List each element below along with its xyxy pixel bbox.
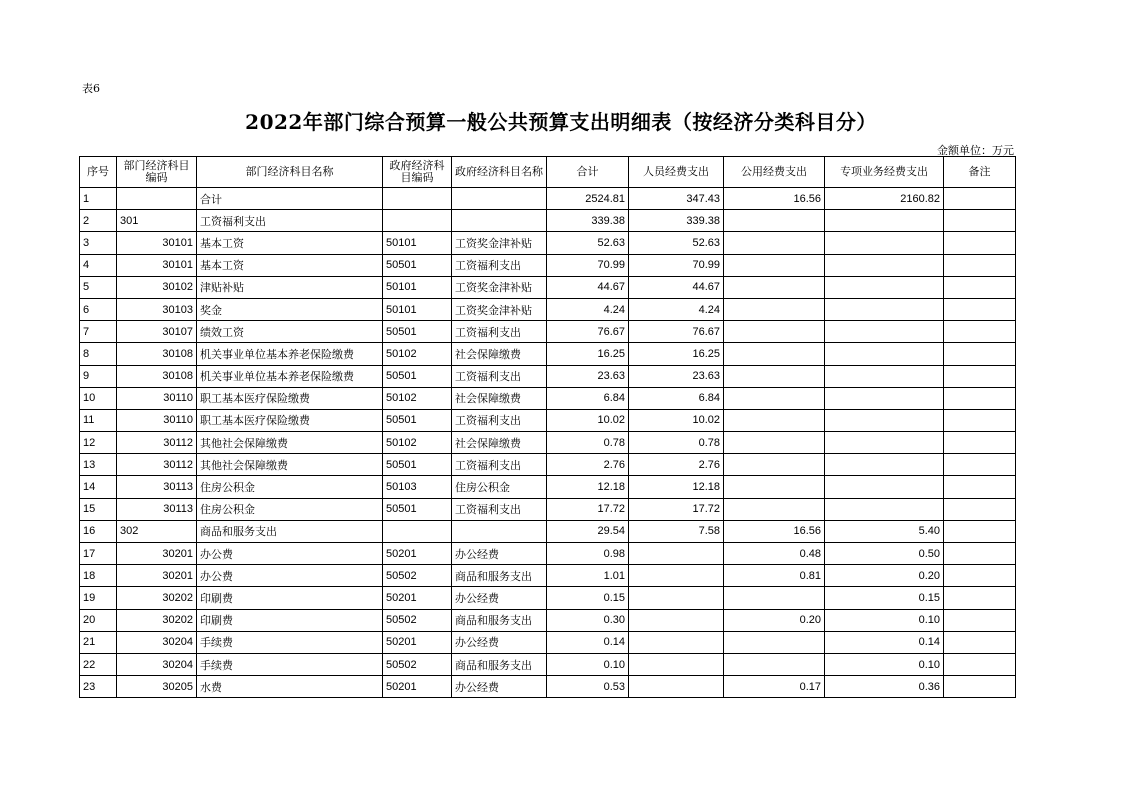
cell-personnel: 2.76 bbox=[629, 454, 724, 476]
cell-special: 0.10 bbox=[825, 653, 944, 675]
cell-public bbox=[724, 631, 825, 653]
cell-note bbox=[944, 276, 1016, 298]
cell-dept-code: 301 bbox=[117, 210, 197, 232]
cell-gov-code: 50501 bbox=[383, 409, 452, 431]
cell-dept-name: 机关事业单位基本养老保险缴费 bbox=[197, 343, 383, 365]
cell-dept-code: 30110 bbox=[117, 387, 197, 409]
cell-gov-name: 工资福利支出 bbox=[452, 365, 547, 387]
cell-gov-name: 商品和服务支出 bbox=[452, 609, 547, 631]
cell-public bbox=[724, 454, 825, 476]
cell-dept-code: 30113 bbox=[117, 498, 197, 520]
cell-gov-code: 50103 bbox=[383, 476, 452, 498]
cell-special bbox=[825, 432, 944, 454]
table-row bbox=[80, 609, 1016, 631]
cell-public bbox=[724, 365, 825, 387]
cell-dept-name: 手续费 bbox=[197, 631, 383, 653]
cell-gov-code: 50501 bbox=[383, 321, 452, 343]
cell-gov-code: 50501 bbox=[383, 454, 452, 476]
table-row bbox=[80, 365, 1016, 387]
cell-personnel bbox=[629, 543, 724, 565]
cell-public bbox=[724, 432, 825, 454]
cell-personnel bbox=[629, 676, 724, 698]
cell-index: 21 bbox=[80, 631, 117, 653]
cell-index: 23 bbox=[80, 676, 117, 698]
cell-note bbox=[944, 298, 1016, 320]
cell-total: 4.24 bbox=[547, 298, 629, 320]
table-row bbox=[80, 631, 1016, 653]
cell-gov-name: 办公经费 bbox=[452, 676, 547, 698]
cell-special: 0.50 bbox=[825, 543, 944, 565]
cell-special bbox=[825, 476, 944, 498]
cell-index: 11 bbox=[80, 409, 117, 431]
header-gov-name: 政府经济科目名称 bbox=[452, 157, 547, 188]
cell-special: 0.15 bbox=[825, 587, 944, 609]
cell-gov-name bbox=[452, 210, 547, 232]
cell-public bbox=[724, 587, 825, 609]
cell-personnel: 16.25 bbox=[629, 343, 724, 365]
header-note: 备注 bbox=[944, 157, 1016, 188]
table-row bbox=[80, 498, 1016, 520]
cell-gov-code: 50201 bbox=[383, 543, 452, 565]
table-row bbox=[80, 254, 1016, 276]
cell-gov-code: 50102 bbox=[383, 343, 452, 365]
cell-index: 15 bbox=[80, 498, 117, 520]
cell-total: 12.18 bbox=[547, 476, 629, 498]
cell-special: 2160.82 bbox=[825, 188, 944, 210]
cell-index: 4 bbox=[80, 254, 117, 276]
cell-public bbox=[724, 276, 825, 298]
cell-index: 17 bbox=[80, 543, 117, 565]
unit-note: 金额单位：万元 bbox=[937, 144, 1014, 157]
cell-personnel: 52.63 bbox=[629, 232, 724, 254]
cell-special: 5.40 bbox=[825, 520, 944, 542]
cell-personnel: 4.24 bbox=[629, 298, 724, 320]
cell-index: 2 bbox=[80, 210, 117, 232]
table-row bbox=[80, 276, 1016, 298]
header-dept-name: 部门经济科目名称 bbox=[197, 157, 383, 188]
cell-total: 0.30 bbox=[547, 609, 629, 631]
cell-gov-code: 50101 bbox=[383, 276, 452, 298]
cell-index: 9 bbox=[80, 365, 117, 387]
cell-special bbox=[825, 409, 944, 431]
cell-personnel: 10.02 bbox=[629, 409, 724, 431]
cell-gov-name: 工资福利支出 bbox=[452, 498, 547, 520]
cell-special bbox=[825, 232, 944, 254]
cell-total: 0.53 bbox=[547, 676, 629, 698]
table-row bbox=[80, 543, 1016, 565]
cell-total: 6.84 bbox=[547, 387, 629, 409]
cell-special bbox=[825, 365, 944, 387]
cell-personnel: 12.18 bbox=[629, 476, 724, 498]
cell-gov-code: 50101 bbox=[383, 232, 452, 254]
cell-public bbox=[724, 409, 825, 431]
page-title: 2022年部门综合预算一般公共预算支出明细表（按经济分类科目分） bbox=[245, 110, 877, 134]
table-row bbox=[80, 432, 1016, 454]
cell-note bbox=[944, 365, 1016, 387]
cell-total: 76.67 bbox=[547, 321, 629, 343]
cell-index: 10 bbox=[80, 387, 117, 409]
cell-dept-name: 基本工资 bbox=[197, 232, 383, 254]
cell-dept-name: 工资福利支出 bbox=[197, 210, 383, 232]
table-row bbox=[80, 188, 1016, 210]
cell-index: 14 bbox=[80, 476, 117, 498]
cell-gov-name: 社会保障缴费 bbox=[452, 432, 547, 454]
cell-special: 0.36 bbox=[825, 676, 944, 698]
cell-personnel: 347.43 bbox=[629, 188, 724, 210]
cell-gov-code: 50201 bbox=[383, 631, 452, 653]
cell-public bbox=[724, 653, 825, 675]
cell-total: 0.98 bbox=[547, 543, 629, 565]
cell-dept-code: 30110 bbox=[117, 409, 197, 431]
cell-total: 0.14 bbox=[547, 631, 629, 653]
cell-public bbox=[724, 254, 825, 276]
cell-public bbox=[724, 210, 825, 232]
cell-special: 0.10 bbox=[825, 609, 944, 631]
cell-total: 2.76 bbox=[547, 454, 629, 476]
cell-dept-name: 办公费 bbox=[197, 543, 383, 565]
cell-dept-name: 住房公积金 bbox=[197, 476, 383, 498]
table-row bbox=[80, 454, 1016, 476]
cell-public: 0.81 bbox=[724, 565, 825, 587]
cell-total: 52.63 bbox=[547, 232, 629, 254]
cell-dept-code: 30204 bbox=[117, 653, 197, 675]
cell-dept-code: 30101 bbox=[117, 254, 197, 276]
header-dept-code: 部门经济科目编码 bbox=[117, 157, 197, 188]
cell-gov-name bbox=[452, 520, 547, 542]
cell-public bbox=[724, 498, 825, 520]
cell-index: 22 bbox=[80, 653, 117, 675]
cell-special bbox=[825, 387, 944, 409]
cell-gov-name: 办公经费 bbox=[452, 587, 547, 609]
cell-special bbox=[825, 210, 944, 232]
cell-personnel: 17.72 bbox=[629, 498, 724, 520]
table-row bbox=[80, 676, 1016, 698]
cell-public: 16.56 bbox=[724, 520, 825, 542]
cell-gov-name bbox=[452, 188, 547, 210]
cell-special: 0.20 bbox=[825, 565, 944, 587]
cell-public bbox=[724, 232, 825, 254]
cell-special bbox=[825, 498, 944, 520]
cell-gov-name: 商品和服务支出 bbox=[452, 565, 547, 587]
cell-special bbox=[825, 454, 944, 476]
cell-index: 19 bbox=[80, 587, 117, 609]
cell-gov-code: 50501 bbox=[383, 254, 452, 276]
cell-gov-code: 50102 bbox=[383, 432, 452, 454]
cell-personnel bbox=[629, 609, 724, 631]
table-row bbox=[80, 321, 1016, 343]
cell-special bbox=[825, 254, 944, 276]
cell-gov-code: 50201 bbox=[383, 676, 452, 698]
cell-index: 5 bbox=[80, 276, 117, 298]
cell-dept-code: 30103 bbox=[117, 298, 197, 320]
cell-note bbox=[944, 476, 1016, 498]
cell-dept-name: 其他社会保障缴费 bbox=[197, 454, 383, 476]
cell-gov-name: 工资福利支出 bbox=[452, 409, 547, 431]
cell-gov-code: 50502 bbox=[383, 565, 452, 587]
cell-gov-code bbox=[383, 520, 452, 542]
cell-index: 13 bbox=[80, 454, 117, 476]
cell-public bbox=[724, 343, 825, 365]
cell-dept-code: 30101 bbox=[117, 232, 197, 254]
cell-dept-name: 机关事业单位基本养老保险缴费 bbox=[197, 365, 383, 387]
header-index: 序号 bbox=[80, 157, 117, 188]
cell-note bbox=[944, 343, 1016, 365]
cell-total: 0.15 bbox=[547, 587, 629, 609]
budget-table bbox=[79, 156, 1016, 698]
cell-dept-name: 商品和服务支出 bbox=[197, 520, 383, 542]
cell-gov-name: 社会保障缴费 bbox=[452, 387, 547, 409]
table-row bbox=[80, 298, 1016, 320]
cell-index: 16 bbox=[80, 520, 117, 542]
table-row bbox=[80, 520, 1016, 542]
table-body bbox=[80, 188, 1016, 698]
cell-total: 2524.81 bbox=[547, 188, 629, 210]
cell-dept-code: 30112 bbox=[117, 454, 197, 476]
cell-total: 339.38 bbox=[547, 210, 629, 232]
cell-note bbox=[944, 409, 1016, 431]
cell-dept-code: 30201 bbox=[117, 543, 197, 565]
cell-gov-name: 工资福利支出 bbox=[452, 321, 547, 343]
cell-dept-code: 30108 bbox=[117, 343, 197, 365]
cell-dept-name: 基本工资 bbox=[197, 254, 383, 276]
cell-public: 0.48 bbox=[724, 543, 825, 565]
cell-public bbox=[724, 476, 825, 498]
header-personnel: 人员经费支出 bbox=[629, 157, 724, 188]
cell-gov-code: 50501 bbox=[383, 365, 452, 387]
cell-index: 7 bbox=[80, 321, 117, 343]
table-row bbox=[80, 343, 1016, 365]
cell-gov-code: 50201 bbox=[383, 587, 452, 609]
cell-dept-code: 30108 bbox=[117, 365, 197, 387]
cell-total: 10.02 bbox=[547, 409, 629, 431]
cell-gov-name: 办公经费 bbox=[452, 543, 547, 565]
cell-gov-code bbox=[383, 188, 452, 210]
cell-note bbox=[944, 587, 1016, 609]
cell-personnel: 339.38 bbox=[629, 210, 724, 232]
cell-note bbox=[944, 609, 1016, 631]
cell-index: 20 bbox=[80, 609, 117, 631]
cell-dept-code: 30202 bbox=[117, 587, 197, 609]
cell-dept-code: 30202 bbox=[117, 609, 197, 631]
cell-gov-code bbox=[383, 210, 452, 232]
header-gov-code: 政府经济科目编码 bbox=[383, 157, 452, 188]
cell-dept-code bbox=[117, 188, 197, 210]
table-row bbox=[80, 232, 1016, 254]
cell-public: 16.56 bbox=[724, 188, 825, 210]
cell-note bbox=[944, 321, 1016, 343]
table-row bbox=[80, 409, 1016, 431]
cell-public: 0.20 bbox=[724, 609, 825, 631]
cell-personnel bbox=[629, 587, 724, 609]
table-number-label: 表6 bbox=[82, 82, 100, 95]
cell-note bbox=[944, 498, 1016, 520]
cell-public bbox=[724, 298, 825, 320]
cell-note bbox=[944, 653, 1016, 675]
cell-note bbox=[944, 454, 1016, 476]
cell-dept-code: 30201 bbox=[117, 565, 197, 587]
cell-gov-name: 工资奖金津补贴 bbox=[452, 276, 547, 298]
table-row bbox=[80, 476, 1016, 498]
cell-gov-name: 工资福利支出 bbox=[452, 454, 547, 476]
cell-total: 0.78 bbox=[547, 432, 629, 454]
table-row bbox=[80, 210, 1016, 232]
cell-dept-code: 30107 bbox=[117, 321, 197, 343]
cell-dept-code: 30205 bbox=[117, 676, 197, 698]
cell-note bbox=[944, 254, 1016, 276]
cell-dept-name: 职工基本医疗保险缴费 bbox=[197, 409, 383, 431]
cell-note bbox=[944, 676, 1016, 698]
cell-gov-code: 50501 bbox=[383, 498, 452, 520]
cell-personnel: 76.67 bbox=[629, 321, 724, 343]
cell-note bbox=[944, 631, 1016, 653]
cell-personnel: 70.99 bbox=[629, 254, 724, 276]
cell-personnel: 7.58 bbox=[629, 520, 724, 542]
cell-total: 44.67 bbox=[547, 276, 629, 298]
cell-total: 17.72 bbox=[547, 498, 629, 520]
cell-special bbox=[825, 276, 944, 298]
cell-gov-code: 50101 bbox=[383, 298, 452, 320]
cell-total: 29.54 bbox=[547, 520, 629, 542]
cell-special bbox=[825, 343, 944, 365]
table-row bbox=[80, 565, 1016, 587]
cell-personnel bbox=[629, 565, 724, 587]
cell-note bbox=[944, 232, 1016, 254]
cell-personnel: 23.63 bbox=[629, 365, 724, 387]
cell-dept-name: 奖金 bbox=[197, 298, 383, 320]
cell-dept-name: 印刷费 bbox=[197, 609, 383, 631]
cell-dept-name: 其他社会保障缴费 bbox=[197, 432, 383, 454]
cell-dept-name: 职工基本医疗保险缴费 bbox=[197, 387, 383, 409]
cell-personnel: 0.78 bbox=[629, 432, 724, 454]
cell-personnel bbox=[629, 631, 724, 653]
cell-gov-name: 工资福利支出 bbox=[452, 254, 547, 276]
cell-note bbox=[944, 210, 1016, 232]
cell-total: 1.01 bbox=[547, 565, 629, 587]
cell-note bbox=[944, 565, 1016, 587]
cell-gov-name: 商品和服务支出 bbox=[452, 653, 547, 675]
cell-special bbox=[825, 298, 944, 320]
cell-dept-name: 手续费 bbox=[197, 653, 383, 675]
cell-public: 0.17 bbox=[724, 676, 825, 698]
cell-public bbox=[724, 387, 825, 409]
cell-personnel bbox=[629, 653, 724, 675]
cell-personnel: 6.84 bbox=[629, 387, 724, 409]
cell-total: 23.63 bbox=[547, 365, 629, 387]
cell-gov-name: 工资奖金津补贴 bbox=[452, 298, 547, 320]
cell-note bbox=[944, 188, 1016, 210]
cell-index: 8 bbox=[80, 343, 117, 365]
cell-special: 0.14 bbox=[825, 631, 944, 653]
cell-note bbox=[944, 543, 1016, 565]
cell-note bbox=[944, 432, 1016, 454]
cell-dept-code: 30112 bbox=[117, 432, 197, 454]
cell-dept-name: 水费 bbox=[197, 676, 383, 698]
cell-gov-name: 工资奖金津补贴 bbox=[452, 232, 547, 254]
cell-dept-code: 30102 bbox=[117, 276, 197, 298]
cell-note bbox=[944, 520, 1016, 542]
cell-gov-name: 办公经费 bbox=[452, 631, 547, 653]
cell-note bbox=[944, 387, 1016, 409]
table-header-row bbox=[80, 157, 1016, 188]
cell-total: 0.10 bbox=[547, 653, 629, 675]
cell-dept-name: 住房公积金 bbox=[197, 498, 383, 520]
cell-gov-code: 50102 bbox=[383, 387, 452, 409]
cell-dept-code: 302 bbox=[117, 520, 197, 542]
cell-dept-name: 津贴补贴 bbox=[197, 276, 383, 298]
cell-dept-name: 办公费 bbox=[197, 565, 383, 587]
cell-gov-name: 住房公积金 bbox=[452, 476, 547, 498]
cell-special bbox=[825, 321, 944, 343]
cell-dept-code: 30113 bbox=[117, 476, 197, 498]
cell-dept-name: 合计 bbox=[197, 188, 383, 210]
cell-dept-code: 30204 bbox=[117, 631, 197, 653]
cell-dept-name: 印刷费 bbox=[197, 587, 383, 609]
cell-total: 16.25 bbox=[547, 343, 629, 365]
cell-total: 70.99 bbox=[547, 254, 629, 276]
header-total: 合计 bbox=[547, 157, 629, 188]
cell-gov-code: 50502 bbox=[383, 653, 452, 675]
cell-index: 3 bbox=[80, 232, 117, 254]
header-special: 专项业务经费支出 bbox=[825, 157, 944, 188]
header-public: 公用经费支出 bbox=[724, 157, 825, 188]
cell-index: 12 bbox=[80, 432, 117, 454]
table-row bbox=[80, 653, 1016, 675]
cell-gov-name: 社会保障缴费 bbox=[452, 343, 547, 365]
table-row bbox=[80, 387, 1016, 409]
table-row bbox=[80, 587, 1016, 609]
cell-gov-code: 50502 bbox=[383, 609, 452, 631]
cell-index: 18 bbox=[80, 565, 117, 587]
cell-index: 1 bbox=[80, 188, 117, 210]
cell-public bbox=[724, 321, 825, 343]
cell-index: 6 bbox=[80, 298, 117, 320]
cell-personnel: 44.67 bbox=[629, 276, 724, 298]
cell-dept-name: 绩效工资 bbox=[197, 321, 383, 343]
